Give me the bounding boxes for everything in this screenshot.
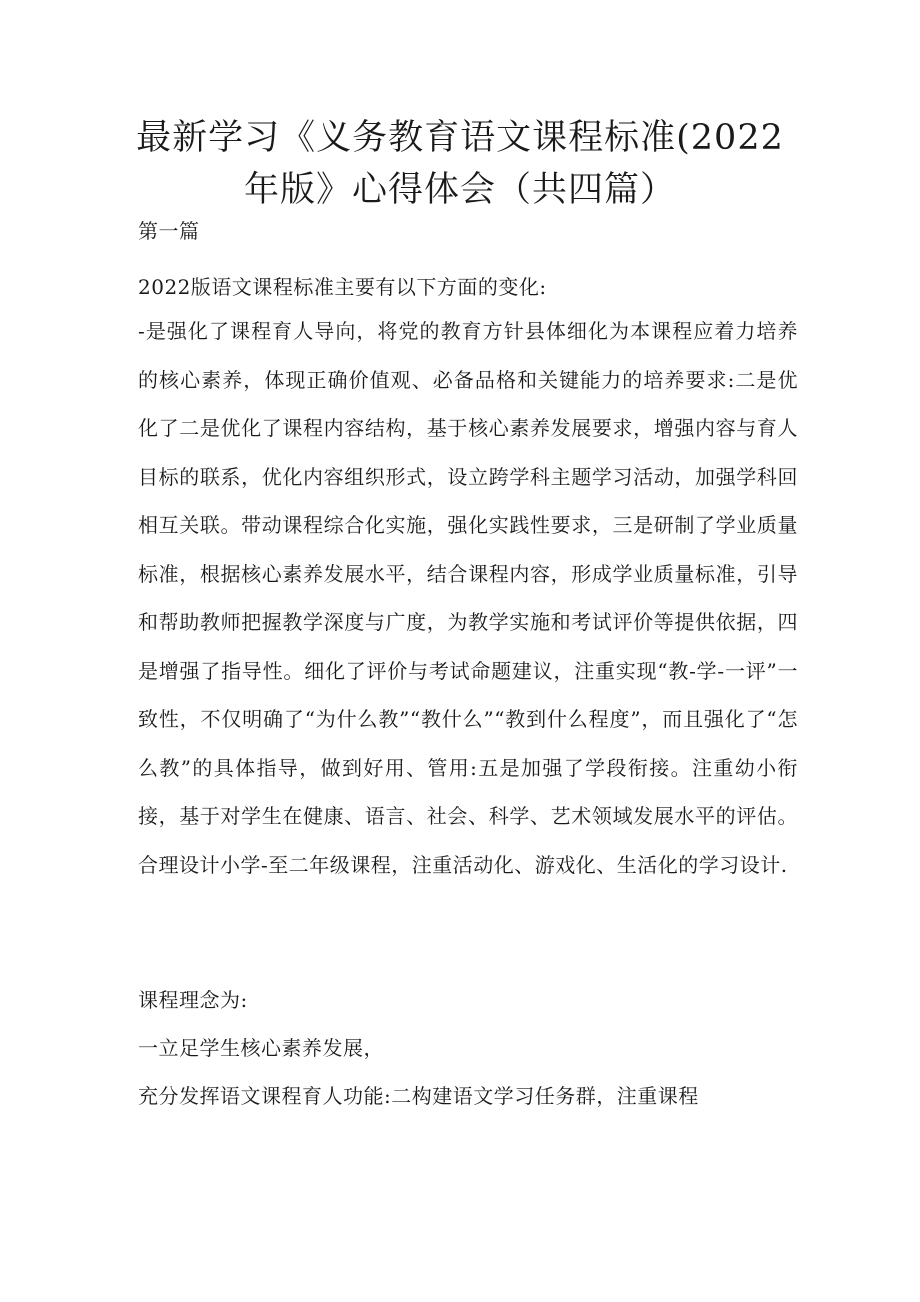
concept-heading: 课程理念为: xyxy=(138,988,248,1012)
changes-paragraph: -是强化了课程育人导向，将党的教育方针县体细化为本课程应着力培养的核心素养，体现正确价值观、必备品格和关键能力的培养要求:二是优化了二是优化了课程内容结构，基于核心素养发展要求，增强内容与育人目标的联系，优化内容组织形式，设立跨学科主题学习活动，加强学科回相互关联。带动课程综合化实施，强化实践性要求，三是研制了学业质量标准，根据核心素养发展水平，结合课程内容，形成学业质量标准，引导和帮助教师把握教学深度与广度，为教学实施和考试评价等提供依据，四是增强了指导性。细化了评价与考试命题建议，注重实现“教-学-一评”一致性，不仅明确了“为什么教”“教什么”“教到什么程度”，而且强化了“怎么教”的具体指导，做到好用、管用:五是加强了学段衔接。注重幼小衔接，基于对学生在健康、语言、社会、科学、艺术领域发展水平的评估。合理设计小学-至二年级课程，注重活动化、游戏化、生活化的学习设计. xyxy=(138,319,798,877)
intro-paragraph: 2022版语文课程标准主要有以下方面的变化: xyxy=(138,275,547,299)
concept-point-2: 充分发挥语文课程育人功能:二构建语文学习任务群，注重课程 xyxy=(138,1084,699,1108)
section-label: 第一篇 xyxy=(138,219,200,243)
document-title: 最新学习《义务教育语文课程标准(2022年版》心得体会（共四篇） xyxy=(136,118,784,210)
concept-point-1: 一立足学生核心素养发展， xyxy=(138,1036,384,1060)
